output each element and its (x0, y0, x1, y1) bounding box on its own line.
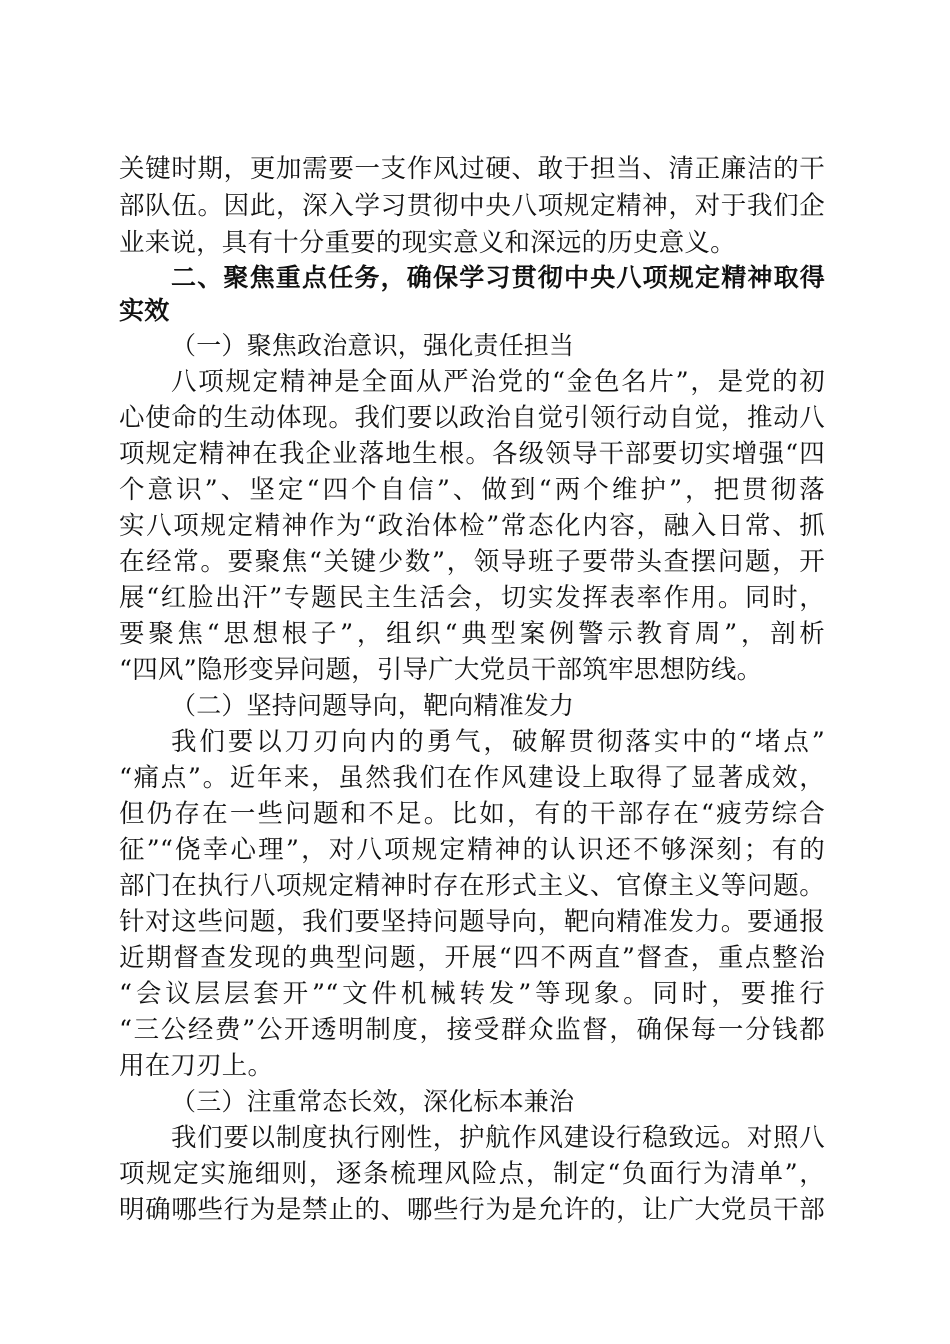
sub2-line-8: “会议层层套开”“文件机械转发”等现象。同时，要推行 (119, 979, 825, 1009)
sub1-line-1: 八项规定精神是全面从严治党的“金色名片”，是党的初 (171, 367, 825, 397)
sub2-line-9: “三公经费”公开透明制度，接受群众监督，确保每一分钱都 (119, 1015, 825, 1045)
sub2-line-7: 近期督查发现的典型问题，开展“四不两直”督查，重点整治 (119, 943, 825, 973)
subsection-2-heading: （二）坚持问题导向，靶向精准发力 (171, 691, 575, 720)
sub1-line-9: “四风”隐形变异问题，引导广大党员干部筑牢思想防线。 (119, 655, 763, 685)
sub2-line-6: 针对这些问题，我们要坚持问题导向，靶向精准发力。要通报 (119, 907, 825, 937)
sub2-line-5: 部门在执行八项规定精神时存在形式主义、官僚主义等问题。 (119, 871, 825, 901)
sub1-line-3: 项规定精神在我企业落地生根。各级领导干部要切实增强“四 (119, 439, 825, 469)
sub1-line-6: 在经常。要聚焦“关键少数”，领导班子要带头查摆问题，开 (119, 547, 825, 577)
section-2-heading-line-1: 二、聚焦重点任务，确保学习贯彻中央八项规定精神取得 (171, 263, 825, 292)
sub3-line-2: 项规定实施细则，逐条梳理风险点，制定“负面行为清单”， (119, 1159, 825, 1189)
sub1-line-5: 实八项规定精神作为“政治体检”常态化内容，融入日常、抓 (119, 511, 825, 541)
sub2-line-10: 用在刀刃上。 (119, 1051, 274, 1081)
sub1-line-8: 要聚焦“思想根子”，组织“典型案例警示教育周”，剖析 (119, 619, 825, 649)
subsection-3-heading: （三）注重常态长效，深化标本兼治 (171, 1087, 575, 1116)
intro-line-1: 关键时期，更加需要一支作风过硬、敢于担当、清正廉洁的干 (119, 154, 825, 184)
intro-line-3: 业来说，具有十分重要的现实意义和深远的历史意义。 (119, 228, 736, 258)
sub2-line-1: 我们要以刀刃向内的勇气，破解贯彻落实中的“堵点” (171, 727, 825, 757)
sub2-line-3: 但仍存在一些问题和不足。比如，有的干部存在“疲劳综合 (119, 799, 825, 829)
sub1-line-4: 个意识”、坚定“四个自信”、做到“两个维护”，把贯彻落 (119, 475, 825, 505)
intro-line-2: 部队伍。因此，深入学习贯彻中央八项规定精神，对于我们企 (119, 191, 825, 221)
sub1-line-7: 展“红脸出汗”专题民主生活会，切实发挥表率作用。同时， (119, 583, 825, 613)
subsection-1-heading: （一）聚焦政治意识，强化责任担当 (171, 331, 575, 360)
sub1-line-2: 心使命的生动体现。我们要以政治自觉引领行动自觉，推动八 (119, 403, 825, 433)
sub3-line-1: 我们要以制度执行刚性，护航作风建设行稳致远。对照八 (171, 1123, 825, 1153)
sub2-line-2: “痛点”。近年来，虽然我们在作风建设上取得了显著成效， (119, 763, 825, 793)
sub2-line-4: 征”“侥幸心理”，对八项规定精神的认识还不够深刻；有的 (119, 835, 825, 865)
section-2-heading-line-2: 实效 (119, 296, 170, 325)
sub3-line-3: 明确哪些行为是禁止的、哪些行为是允许的，让广大党员干部 (119, 1195, 825, 1225)
